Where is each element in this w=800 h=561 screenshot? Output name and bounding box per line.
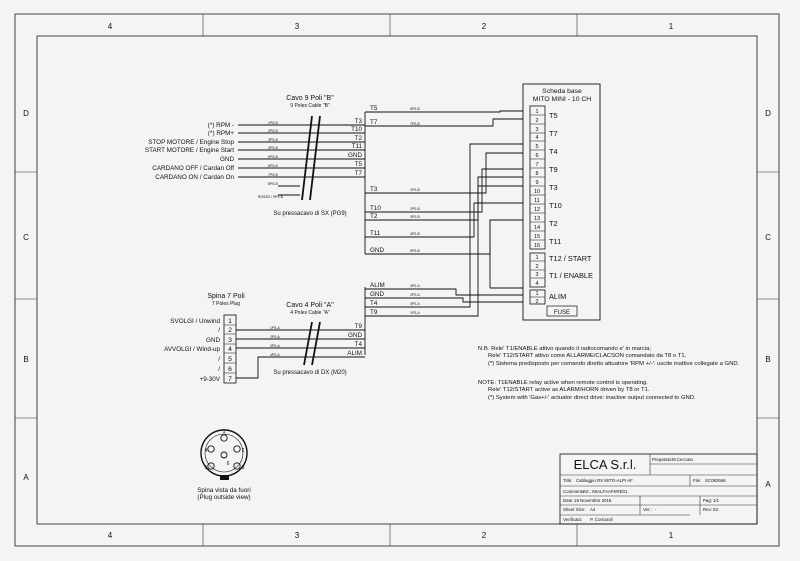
page-label: Pag: bbox=[703, 498, 713, 503]
cable9-label-1: (*) RPM - bbox=[207, 122, 234, 129]
bus-upper-label-t3: T3 bbox=[370, 186, 378, 193]
spina7-pin-7: 7 bbox=[228, 376, 232, 383]
plug-pin-1: 1 bbox=[222, 429, 226, 435]
size-value: A4 bbox=[590, 507, 596, 512]
spina7-pin-1: 1 bbox=[228, 318, 232, 325]
board-label-t12-start: T12 / START bbox=[549, 254, 592, 263]
cable9-code-6: 6PS-B bbox=[268, 164, 278, 168]
rev-value: 03 bbox=[713, 507, 718, 512]
cable9-out-t11: T11 bbox=[351, 143, 362, 150]
cable9-label-7: CARDANO ON / Cardan On bbox=[155, 174, 234, 181]
cable4-slashes bbox=[304, 322, 320, 365]
bus-upper-code-2: 7PS-B bbox=[410, 122, 420, 126]
main-pin-16: 16 bbox=[533, 243, 541, 249]
cable9-title: Cavo 9 Poli "B" bbox=[286, 95, 334, 102]
prepared-value: M.Ceccato bbox=[672, 457, 693, 462]
date-value: 19 Novembre 2018 bbox=[574, 498, 612, 503]
board-label-t5: T5 bbox=[549, 111, 558, 120]
row-label-right-b: B bbox=[765, 355, 771, 364]
row-label-left-c: C bbox=[23, 233, 29, 242]
plug-pin-2: 2 bbox=[241, 448, 245, 454]
main-pin-13: 13 bbox=[533, 216, 541, 222]
bus-upper-label-t11: T11 bbox=[370, 230, 381, 237]
cable9-label-4: START MOTORE / Engine Start bbox=[144, 147, 234, 154]
cable9-code-5: 5PS-B bbox=[268, 155, 278, 159]
bus-lower-label-alim: ALIM bbox=[370, 282, 385, 289]
bus-upper-code-3: 1PS-B bbox=[410, 188, 420, 192]
verified-label: Verificato: bbox=[563, 517, 583, 522]
note-en-1: NOTE: T1ENABLE relay active when remote control is operating. bbox=[478, 380, 648, 386]
cable9-label-3: STOP MOTORE / Engine Stop bbox=[148, 139, 234, 146]
board-title-2: MITO MINI - 10 CH bbox=[532, 96, 592, 103]
spina7-title: Spina 7 Poli bbox=[207, 293, 245, 300]
file-label: File: bbox=[693, 478, 702, 483]
plug-pin-3: 3 bbox=[241, 465, 245, 471]
cable9-wires bbox=[238, 125, 365, 195]
board-label-t9: T9 bbox=[549, 165, 558, 174]
col-label-top-4: 4 bbox=[107, 22, 113, 31]
size-label: Sheet Size: bbox=[563, 507, 586, 512]
main-pin-11: 11 bbox=[534, 198, 540, 204]
ver-value: - bbox=[655, 507, 657, 512]
bus-lower-label-t4: T4 bbox=[370, 300, 378, 307]
bus-upper-code-5: 3PS-B bbox=[410, 215, 420, 219]
alim-pin-2: 2 bbox=[535, 299, 539, 305]
main-pin-9: 9 bbox=[535, 180, 539, 186]
cable9-code-3: 3PS-B bbox=[268, 138, 278, 142]
row-label-right-a: A bbox=[765, 480, 771, 489]
small-pin-3: 3 bbox=[535, 272, 539, 278]
spina7-pin-6: 6 bbox=[228, 366, 232, 373]
cable9-code-8: 8PS-B bbox=[268, 182, 278, 186]
cable4-note: Su pressacavo di DX (M20) bbox=[273, 370, 347, 376]
row-label-left-a: A bbox=[23, 473, 29, 482]
cable9-code-1: 1PS-B bbox=[268, 121, 278, 125]
comments-value: Art.: MIALFAAFKRE01 bbox=[583, 489, 628, 494]
spina7-label-5: / bbox=[218, 356, 220, 363]
plug-caption-1: Spina vista da fuori bbox=[197, 487, 251, 494]
comments-label: Comments: bbox=[563, 489, 586, 494]
cable9-out-t2: T2 bbox=[354, 135, 362, 142]
plug-caption-2: (Plug outside view) bbox=[197, 494, 251, 501]
main-pin-5: 5 bbox=[535, 144, 539, 150]
title-label: Title: bbox=[563, 478, 573, 483]
col-label-bottom-2: 2 bbox=[481, 531, 487, 540]
bus-lower-label-gnd: GND bbox=[370, 291, 384, 298]
row-label-left-d: D bbox=[23, 109, 29, 118]
main-pin-8: 8 bbox=[535, 171, 539, 177]
fuse-label: FUSE bbox=[553, 310, 571, 316]
note-it-3: (*) Sistema predisposto per comando diretto attuatore 'RPM +/-': uscite inattive collegate a GND. bbox=[488, 361, 740, 367]
main-connector-pins bbox=[534, 109, 540, 305]
outer-frame bbox=[15, 14, 779, 546]
cable9-slashes bbox=[302, 116, 320, 200]
cable9-label-6: CARDANO OFF / Cardan Off bbox=[152, 165, 234, 172]
cable4-title: Cavo 4 Poli "A" bbox=[286, 302, 334, 309]
cable9-subtitle: 9 Poles Cable "B" bbox=[290, 103, 330, 109]
bus-upper-wires bbox=[365, 111, 523, 288]
spina7-pin-2: 2 bbox=[228, 327, 232, 334]
small-pin-2: 2 bbox=[535, 264, 539, 270]
bus-upper-label-t10: T10 bbox=[370, 205, 381, 212]
main-pin-6: 6 bbox=[535, 153, 539, 159]
cable9-label-2: (*) RPM+ bbox=[207, 130, 234, 137]
company-name: ELCA S.r.l. bbox=[573, 457, 637, 472]
note-en-2: Rele' T12/START active as ALARM/HORN driven by T8 or T1. bbox=[488, 387, 650, 393]
plug-pin-6: 6 bbox=[226, 461, 230, 467]
cable4-code-3: 3PS-A bbox=[270, 344, 280, 348]
main-pin-3: 3 bbox=[535, 127, 539, 133]
bus-upper-code-4: 2PS-B bbox=[410, 207, 420, 211]
board-label-t7: T7 bbox=[549, 129, 558, 138]
col-label-bottom-1: 1 bbox=[668, 531, 674, 540]
cable9-out-gnd: GND bbox=[348, 152, 362, 159]
board-label-t11: T11 bbox=[549, 237, 562, 246]
small-pin-1: 1 bbox=[535, 255, 539, 261]
row-label-right-c: C bbox=[765, 233, 771, 242]
note-it-1: N.B. Rele' T1/ENABLE attivo quando il radiocomando e' in marcia; bbox=[478, 346, 652, 352]
plug-pin-4: 4 bbox=[204, 448, 208, 454]
row-label-left-b: B bbox=[23, 355, 29, 364]
prepared-label: Preparato: bbox=[652, 457, 673, 462]
bus-upper-code-1: 6PS-B bbox=[410, 107, 420, 111]
main-pin-1: 1 bbox=[535, 109, 539, 115]
cable4-code-1: 1PS-A bbox=[270, 326, 280, 330]
spina7-label-7: +9-30V bbox=[199, 376, 220, 383]
cable9-out-t5: T5 bbox=[354, 161, 362, 168]
cable4-out-gnd: GND bbox=[348, 332, 362, 339]
bus-upper-label-t7: T7 bbox=[370, 119, 378, 126]
spina7-label-1: SVOLGI / Unwind bbox=[170, 318, 220, 325]
note-en-3: (*) System with 'Gas+/-' actuator direct drive: inactive output connected to GND. bbox=[488, 395, 696, 401]
cable9-note: Su pressacavo di SX (PG9) bbox=[273, 211, 347, 217]
bus-lower-code-2: 2PS-A bbox=[410, 293, 420, 297]
bus-lower-label-t9: T9 bbox=[370, 309, 378, 316]
cable4-out-alim: ALIM bbox=[347, 350, 362, 357]
row-label-right-d: D bbox=[765, 109, 771, 118]
main-pin-14: 14 bbox=[533, 225, 541, 231]
spina7-label-3: GND bbox=[206, 337, 220, 344]
title-value: Cablaggio RX MITO-ALPI AF bbox=[576, 478, 633, 483]
cable9-code-2: 2PS-B bbox=[268, 129, 278, 133]
cable4-out-t9: T9 bbox=[354, 323, 362, 330]
bus-upper-code-7: 5PS-B bbox=[410, 249, 420, 253]
cable9-code-7: 7PS-B bbox=[268, 173, 278, 177]
board-label-alim: ALIM bbox=[549, 292, 567, 301]
verified-value: P. Cornaroli bbox=[590, 517, 613, 522]
cable4-out-t4: T4 bbox=[354, 341, 362, 348]
bus-lower-wires bbox=[365, 144, 523, 316]
board-title-1: Scheda base bbox=[542, 88, 582, 95]
spina7-pin-4: 4 bbox=[228, 346, 232, 353]
spina7-label-2: / bbox=[218, 327, 220, 334]
cable9-out-t7: T7 bbox=[354, 170, 362, 177]
main-pin-10: 10 bbox=[533, 189, 541, 195]
board-label-t3: T3 bbox=[549, 183, 558, 192]
bus-upper-label-t2: T2 bbox=[370, 213, 378, 220]
spina7-label-4: AVVOLGI / Wind-up bbox=[164, 346, 220, 353]
cable9-left-labels bbox=[145, 122, 235, 181]
ver-label: Ver.: bbox=[643, 507, 652, 512]
col-label-top-2: 2 bbox=[481, 22, 487, 31]
cable4-subtitle: 4 Poles Cable "A" bbox=[290, 310, 330, 316]
spina7-label-6: / bbox=[218, 366, 220, 373]
col-label-bottom-3: 3 bbox=[294, 531, 300, 540]
bus-upper-code-6: 4PS-B bbox=[410, 232, 420, 236]
cable9-code-9: ROSSO / 9PS-B bbox=[258, 195, 283, 199]
alim-pin-1: 1 bbox=[535, 291, 539, 297]
spina7-pin-3: 3 bbox=[228, 337, 232, 344]
bus-lower-code-4: 1PS-A bbox=[410, 311, 420, 315]
small-pin-4: 4 bbox=[535, 281, 539, 287]
main-pin-7: 7 bbox=[535, 162, 539, 168]
cable9-out-t3: T3 bbox=[354, 118, 362, 125]
board-label-t10: T10 bbox=[549, 201, 562, 210]
zone-ticks bbox=[15, 14, 779, 546]
cable4-code-4: 4PS-A bbox=[270, 353, 280, 357]
plug-pin-5: 5 bbox=[204, 465, 208, 471]
board-label-t1-enable: T1 / ENABLE bbox=[549, 271, 593, 280]
cable4-code-2: 2PS-A bbox=[270, 335, 280, 339]
bus-upper-label-t5: T5 bbox=[370, 105, 378, 112]
inner-frame bbox=[37, 36, 757, 524]
main-pin-12: 12 bbox=[533, 207, 541, 213]
note-it-2: Rele' T12/START attivo come ALLARME/CLACSON comandato da T8 o T1. bbox=[488, 353, 687, 359]
col-label-top-3: 3 bbox=[294, 22, 300, 31]
page-value: 1/1 bbox=[713, 498, 720, 503]
col-label-top-1: 1 bbox=[668, 22, 674, 31]
col-label-bottom-4: 4 bbox=[107, 531, 113, 540]
date-label: Date: bbox=[563, 498, 574, 503]
board-label-t2: T2 bbox=[549, 219, 558, 228]
cable9-label-5: GND bbox=[220, 156, 234, 163]
file-value: SC082666 bbox=[705, 478, 726, 483]
main-pin-15: 15 bbox=[533, 234, 541, 240]
bus-lower-code-3: 3PS-A bbox=[410, 302, 420, 306]
main-pin-4: 4 bbox=[535, 135, 539, 141]
spina7-subtitle: 7 Poles Plug bbox=[211, 301, 241, 307]
board-label-t4: T4 bbox=[549, 147, 558, 156]
bus-upper-label-gnd: GND bbox=[370, 247, 384, 254]
spina7-pin-5: 5 bbox=[228, 356, 232, 363]
rev-label: Rev: bbox=[703, 507, 713, 512]
cable9-out-t10: T10 bbox=[351, 126, 362, 133]
cable9-code-4: 4PS-B bbox=[268, 146, 278, 150]
plug-outside-view bbox=[201, 430, 247, 480]
main-pin-2: 2 bbox=[535, 118, 539, 124]
bus-lower-code-1: 4PS-A bbox=[410, 284, 420, 288]
